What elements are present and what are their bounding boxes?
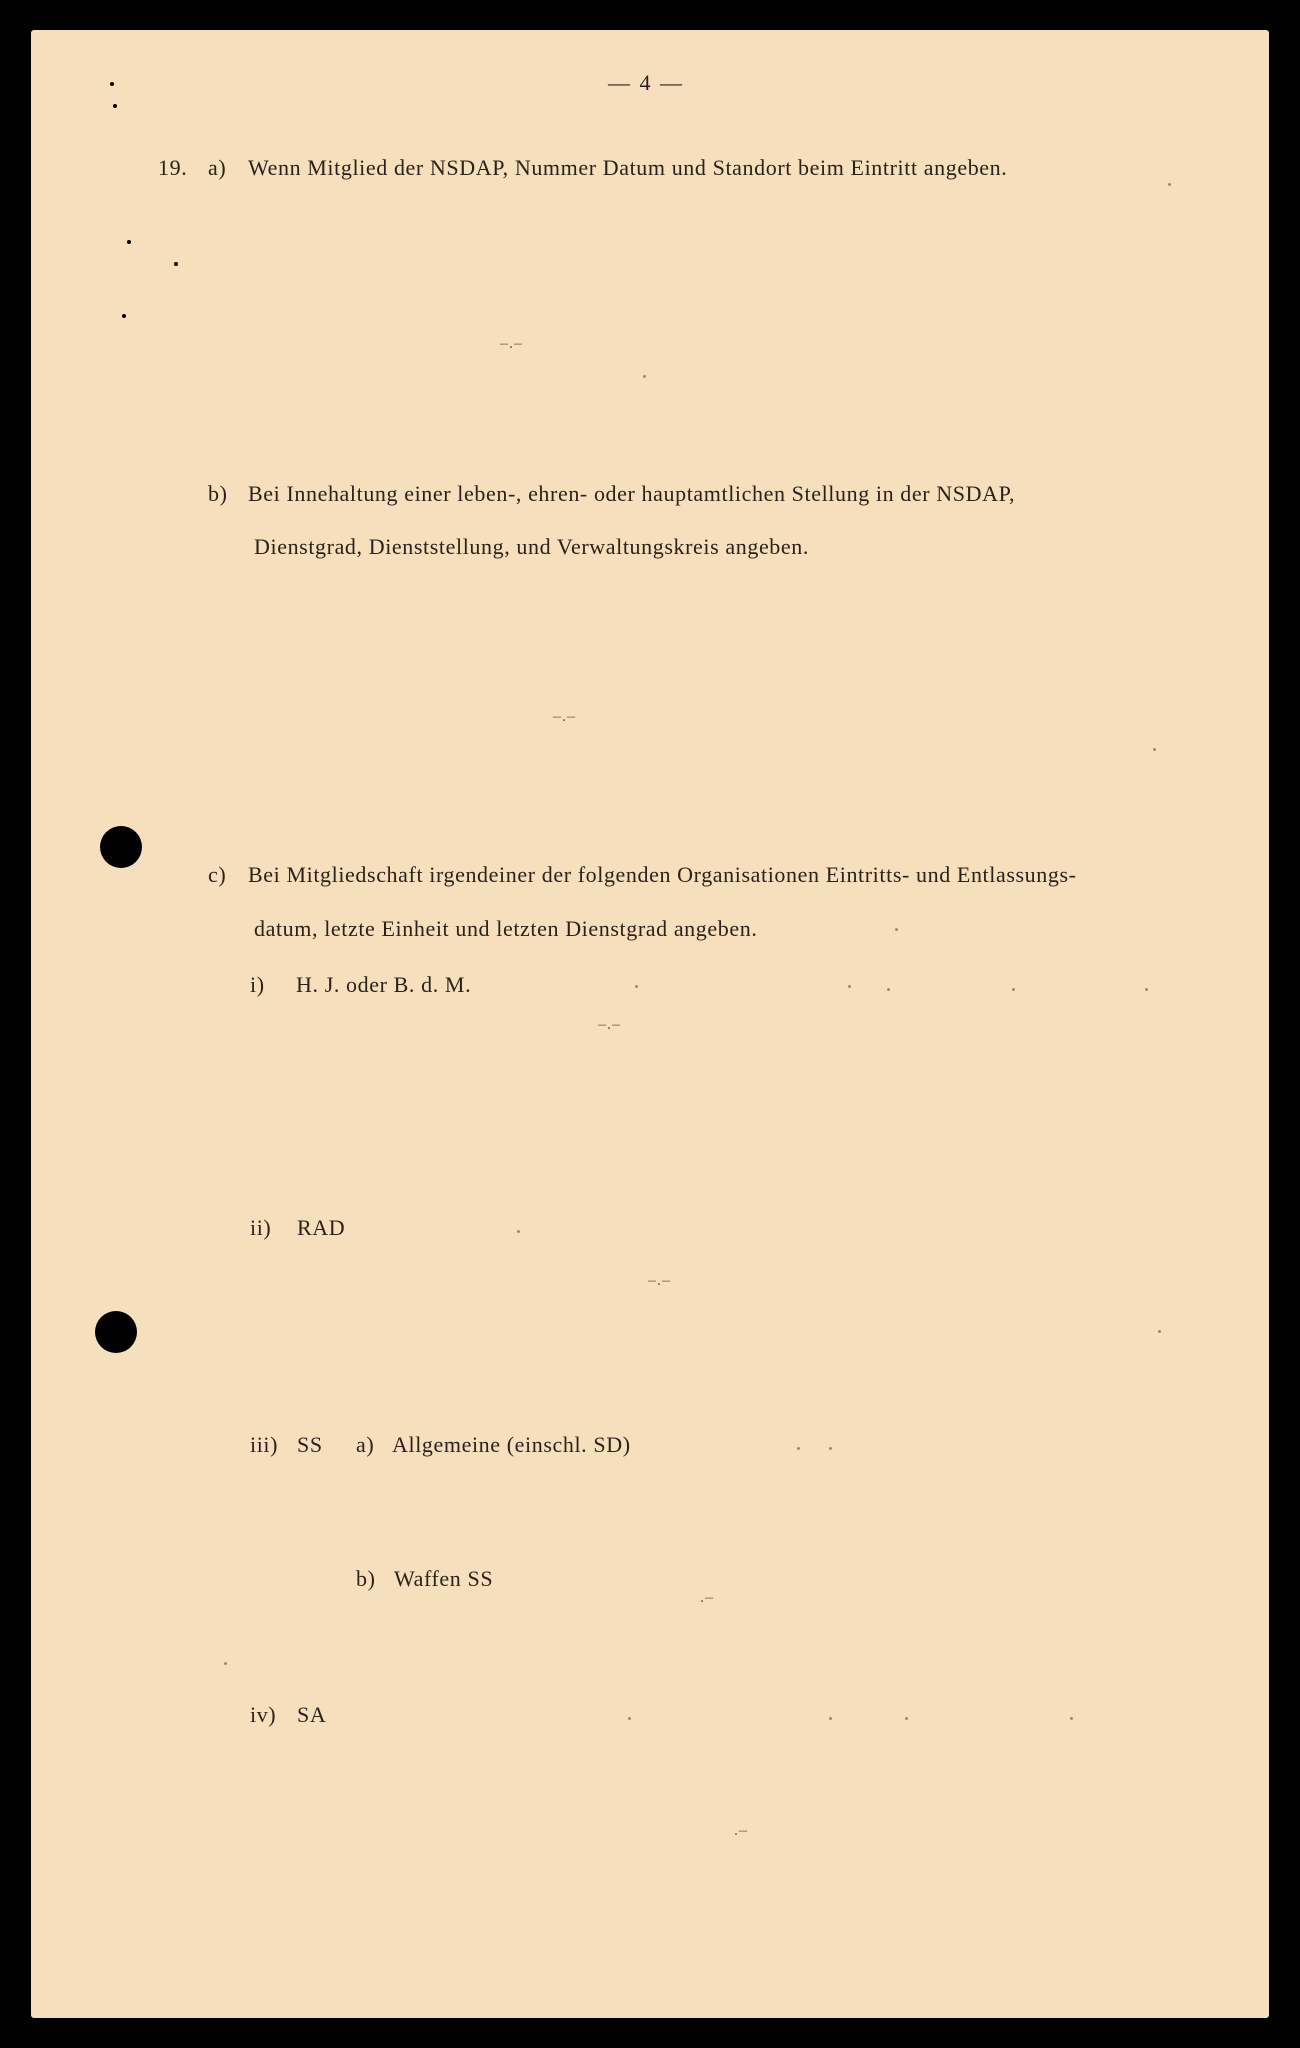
blank-answer-mark: –.– <box>500 335 523 352</box>
paper-speck <box>895 928 898 931</box>
paper-speck <box>1070 1717 1073 1720</box>
margin-mark <box>113 104 117 108</box>
blank-answer-mark: –.– <box>553 708 576 725</box>
paper-speck <box>628 1717 631 1720</box>
margin-mark <box>127 240 131 244</box>
ss-sub-a-label: a) <box>356 1432 375 1457</box>
paper-speck <box>905 1717 908 1720</box>
ss-waffen: Waffen SS <box>394 1566 494 1591</box>
org-item-ss: SS <box>297 1432 323 1457</box>
org-item-label: ii) <box>250 1215 272 1240</box>
paper-speck <box>829 1447 832 1450</box>
paper-speck <box>829 1717 832 1720</box>
org-item-label: iii) <box>250 1432 279 1457</box>
paper-speck <box>1145 988 1148 991</box>
punch-hole <box>95 1311 137 1353</box>
punch-hole <box>100 826 142 868</box>
paper-speck <box>635 985 638 988</box>
org-item-hj: H. J. oder B. d. M. <box>296 972 472 997</box>
question-c-label: c) <box>208 862 227 887</box>
margin-mark <box>122 314 126 318</box>
paper-speck <box>1012 988 1015 991</box>
form-page <box>31 30 1269 2018</box>
margin-mark <box>174 262 178 266</box>
paper-speck <box>224 1662 227 1665</box>
org-item-rad: RAD <box>297 1215 346 1240</box>
blank-answer-mark: .– <box>734 1822 748 1839</box>
page-number: — 4 — <box>608 70 684 95</box>
paper-speck <box>643 375 646 378</box>
paper-speck <box>1158 1330 1161 1333</box>
paper-speck <box>887 988 890 991</box>
blank-answer-mark: .– <box>700 1589 714 1606</box>
org-item-label: i) <box>250 972 265 997</box>
ss-sub-b-label: b) <box>356 1566 376 1591</box>
question-c-line2: datum, letzte Einheit und letzten Dienstgrad angeben. <box>254 916 758 941</box>
question-b-line2: Dienstgrad, Dienststellung, und Verwaltungskreis angeben. <box>254 534 809 559</box>
org-item-sa: SA <box>297 1702 327 1727</box>
paper-speck <box>517 1230 520 1233</box>
margin-mark <box>110 82 114 86</box>
ss-allgemeine: Allgemeine (einschl. SD) <box>392 1432 631 1457</box>
paper-speck <box>848 985 851 988</box>
question-a-text: Wenn Mitglied der NSDAP, Nummer Datum und Standort beim Eintritt angeben. <box>248 155 1008 180</box>
blank-answer-mark: –.– <box>648 1272 671 1289</box>
question-b-line1: Bei Innehaltung einer leben-, ehren- oder hauptamtlichen Stellung in der NSDAP, <box>248 481 1016 506</box>
question-c-line1: Bei Mitgliedschaft irgendeiner der folgenden Organisationen Eintritts- und Entlassungs- <box>248 862 1077 887</box>
paper-speck <box>1153 748 1156 751</box>
paper-speck <box>797 1447 800 1450</box>
question-a-label: a) <box>208 155 227 180</box>
paper-speck <box>1168 183 1171 186</box>
question-b-label: b) <box>208 481 228 506</box>
question-number: 19. <box>158 155 188 180</box>
org-item-label: iv) <box>250 1702 277 1727</box>
blank-answer-mark: –.– <box>598 1016 621 1033</box>
